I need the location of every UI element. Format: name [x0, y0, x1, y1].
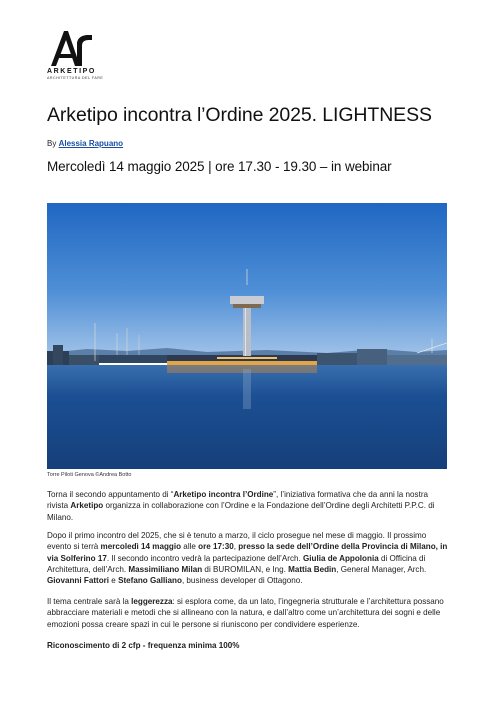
text-span: di Officina di Architettura, dell’Arch.: [47, 553, 426, 574]
byline: [47, 139, 123, 148]
logo-wordmark: ARKETIPO: [47, 68, 96, 75]
article-title: Arketipo incontra l’Ordine 2025. LIGHTNESS: [47, 104, 432, 126]
credits-recognition: Riconoscimento di 2 cfp - frequenza minima 100%: [47, 641, 240, 650]
bold-span: leggerezza: [131, 597, 173, 606]
article-photo: [47, 203, 447, 469]
intro-paragraph: [47, 489, 451, 523]
byline-prefix: By: [47, 139, 57, 148]
event-details-paragraph: [47, 530, 451, 586]
bold-span: presso la sede dell’Ordine della Provincia di Milano, in via Solferino 17: [47, 542, 448, 563]
text-span: , General Manager, Arch.: [336, 564, 427, 574]
text-span: organizza in collaborazione con l’Ordine e la Fondazione dell’Ordine degli Architetti P.P.C. di Milano.: [47, 501, 435, 522]
text-span: . Il secondo incontro vedrà la partecipazione dell’Arch.: [106, 553, 303, 563]
text-span: alle: [181, 542, 199, 552]
bold-span: Giovanni Fattori: [47, 576, 110, 586]
bold-span: ore 17:30: [198, 542, 234, 552]
event-date-subtitle: Mercoledì 14 maggio 2025 | ore 17.30 - 19.30 – in webinar: [47, 159, 392, 174]
bold-span: Stefano Galliano: [118, 576, 182, 586]
bold-span: Arketipo: [70, 501, 104, 511]
text-span: ,: [233, 542, 239, 552]
text-span: : si esplora come, da un lato, l’ingegneria strutturale e l’architettura possano abbracciare materiali e metodi che si allineano con la natura, e dall’altro come un’architettura dei sogni e delle emozioni possa creare spazi in cui le persone si riuniscono per condividere esperienze.: [47, 597, 444, 629]
text-span: Dopo il primo incontro del 2025, che si è tenuto a marzo, il ciclo prosegue nel mese di maggio. Il prossimo evento si terrà: [47, 531, 427, 552]
theme-paragraph: [47, 596, 451, 630]
logo-tagline: ARCHITETTURA DEL FARE: [47, 76, 104, 80]
bold-span: mercoledì 14 maggio: [100, 542, 182, 552]
text-span: Torna il secondo appuntamento di “: [47, 490, 174, 499]
text-span: Il tema centrale sarà la: [47, 597, 132, 606]
text-span: , business developer di Ottagono.: [181, 576, 303, 586]
bold-span: Giulia de Appolonia: [303, 553, 379, 563]
author-link[interactable]: Alessia Rapuano: [58, 139, 124, 148]
bold-span: Massimiliano Milan: [128, 564, 203, 574]
image-caption: Torre Piloti Genova ©Andrea Botto: [47, 472, 132, 478]
text-span: e: [109, 576, 119, 586]
bold-span: Arketipo incontra l’Ordine: [173, 490, 274, 499]
arketipo-logo-icon: [47, 28, 107, 68]
text-span: di BUROMILAN, e Ing.: [202, 564, 289, 574]
harbor-tower-image: [47, 203, 447, 469]
bold-span: Mattia Bedin: [288, 564, 337, 574]
text-span: ”, l’iniziativa formativa che da anni la nostra rivista: [47, 490, 429, 511]
